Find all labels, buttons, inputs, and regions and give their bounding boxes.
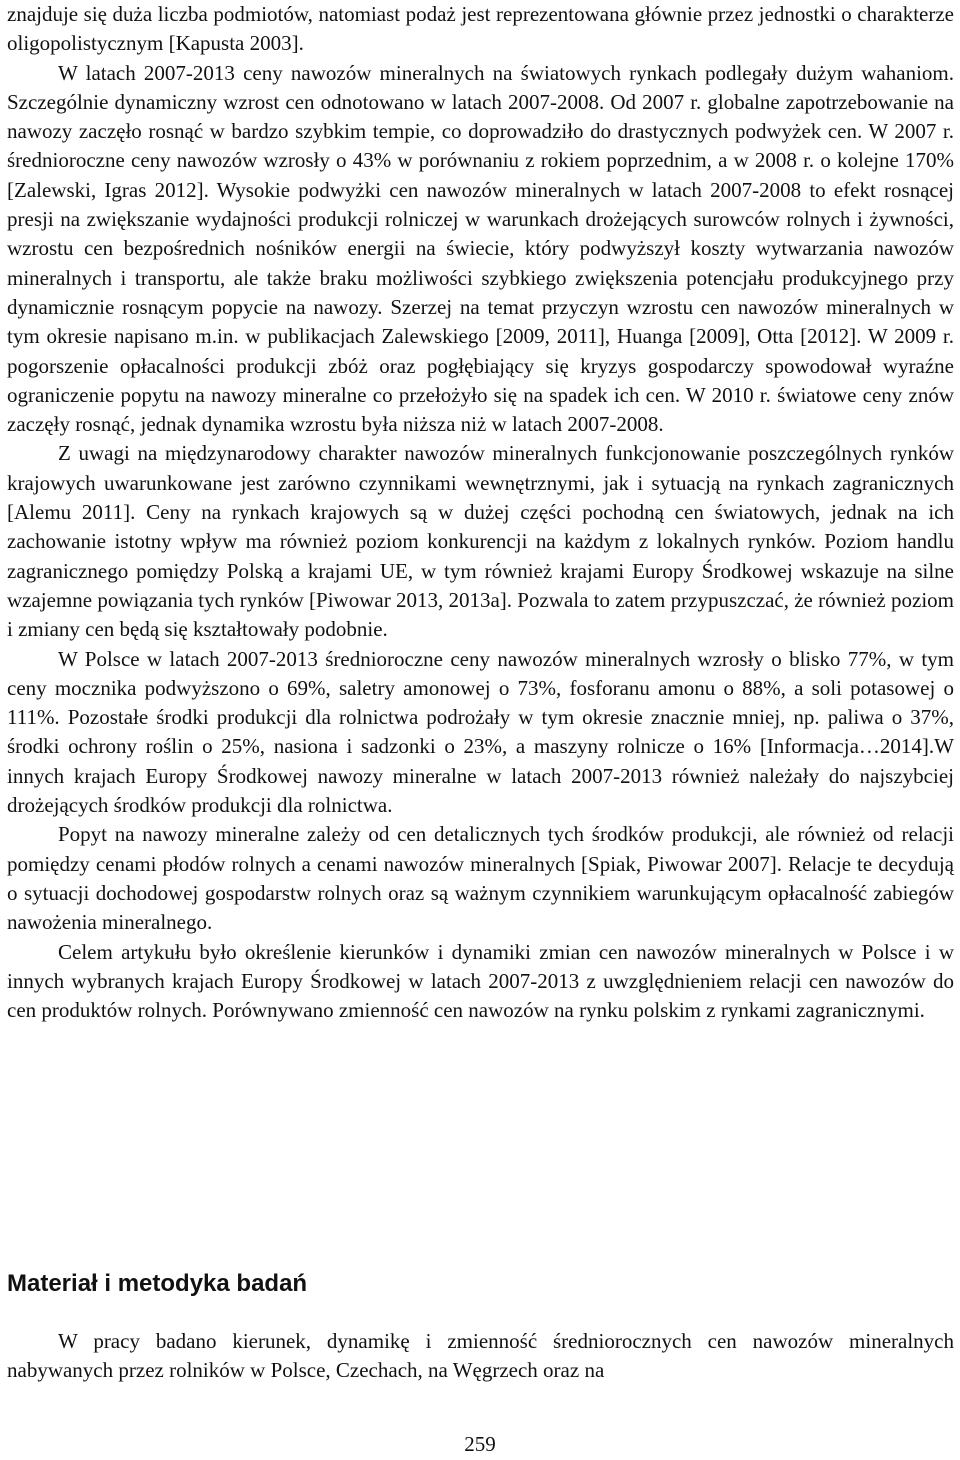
section-heading: Materiał i metodyka badań	[7, 1270, 308, 1297]
page-number: 259	[464, 1432, 496, 1456]
paragraph-3: Z uwagi na międzynarodowy charakter nawozów mineralnych funkcjonowanie poszczególnych rynków krajowych uwarunkowane jest zarówno czynnikami wewnętrznymi, jak i sytuacją na rynkach zagranicznych [Alemu 2011]. Ceny na rynkach krajowych są w dużej części pochodną cen światowych, jednak na ich zachowanie istotny wpływ ma również poziom konkurencji na każdym z lokalnych rynków. Poziom handlu zagranicznego pomiędzy Polską a krajami UE, w tym również krajami Europy Środkowej wskazuje na silne wzajemne powiązania tych rynków [Piwowar 2013, 2013a]. Pozwala to zatem przypuszczać, że również poziom i zmiany cen będą się kształtowały podobnie.	[7, 441, 954, 642]
paragraph-6: Celem artykułu było określenie kierunków i dynamiki zmian cen nawozów mineralnych w Polsce i w innych wybranych krajach Europy Środkowej w latach 2007-2013 z uwzględnieniem relacji cen nawozów do cen produktów rolnych. Porównywano zmienność cen nawozów na rynku polskim z rynkami zagranicznymi.	[7, 939, 954, 1023]
paragraph-5: Popyt na nawozy mineralne zależy od cen detalicznych tych środków produkcji, ale również od relacji pomiędzy cenami płodów rolnych a cenami nawozów mineralnych [Spiak, Piwowar 2007]. Relacje te decydują o sytuacji dochodowej gospodarstw rolnych oraz są ważnym czynnikiem warunkującym opłacalność zabiegów nawożenia mineralnego.	[7, 822, 954, 935]
paragraph-2: W latach 2007-2013 ceny nawozów mineralnych na światowych rynkach podlegały dużym wahaniom. Szczególnie dynamiczny wzrost cen odnotowano w latach 2007-2008. Od 2007 r. globalne zapotrzebowanie na nawozy zaczęło rosnąć w bardzo szybkim tempie, co doprowadziło do drastycznych podwyżek cen. W 2007 r. średnioroczne ceny nawozów wzrosły o 43% w porównaniu z rokiem poprzednim, a w 2008 r. o kolejne 170% [Zalewski, Igras 2012]. Wysokie podwyżki cen nawozów mineralnych w latach 2007-2008 to efekt rosnącej presji na zwiększanie wydajności produkcji rolniczej w warunkach drożejących surowców rolnych i żywności, wzrostu cen bezpośrednich nośników energii na świecie, który podwyższył koszty wytwarzania nawozów mineralnych i transportu, ale także braku możliwości szybkiego zwiększenia potencjału produkcyjnego przy dynamicznie rosnącym popycie na nawozy. Szerzej na temat przyczyn wzrostu cen nawozów mineralnych w tym okresie napisano m.in. w publikacjach Zalewskiego [2009, 2011], Huanga [2009], Otta [2012]. W 2009 r. pogorszenie opłacalności produkcji zbóż oraz pogłębiający się kryzys gospodarczy spowodował wyraźne ograniczenie popytu na nawozy mineralne co przełożyło się na spadek ich cen. W 2010 r. światowe ceny znów zaczęły rosnąć, jednak dynamika wzrostu była niższa niż w latach 2007-2008.	[7, 60, 954, 437]
paragraph-4: W Polsce w latach 2007-2013 średnioroczne ceny nawozów mineralnych wzrosły o blisko 77%, w tym ceny mocznika podwyższono o 69%, saletry amonowej o 73%, fosforanu amonu o 88%, a soli potasowej o 111%. Pozostałe środki produkcji dla rolnictwa podrożały w tym okresie znacznie mniej, np. paliwa o 37%, środki ochrony roślin o 25%, nasiona i sadzonki o 23%, a maszyny rolnicze o 16% [Informacja…2014].W innych krajach Europy Środkowej nawozy mineralne w latach 2007-2013 również należały do najszybciej drożejących środków produkcji dla rolnictwa.	[7, 646, 954, 818]
body-text	[7, 0, 954, 1025]
section-paragraph: W pracy badano kierunek, dynamikę i zmienność średniorocznych cen nawozów mineralnych nabywanych przez rolników w Polsce, Czechach, na Węgrzech oraz na	[7, 1329, 954, 1383]
section-body	[7, 1327, 954, 1386]
paragraph-1: znajduje się duża liczba podmiotów, natomiast podaż jest reprezentowana głównie przez jednostki o charakterze oligopolistycznym [Kapusta 2003].	[7, 2, 954, 56]
